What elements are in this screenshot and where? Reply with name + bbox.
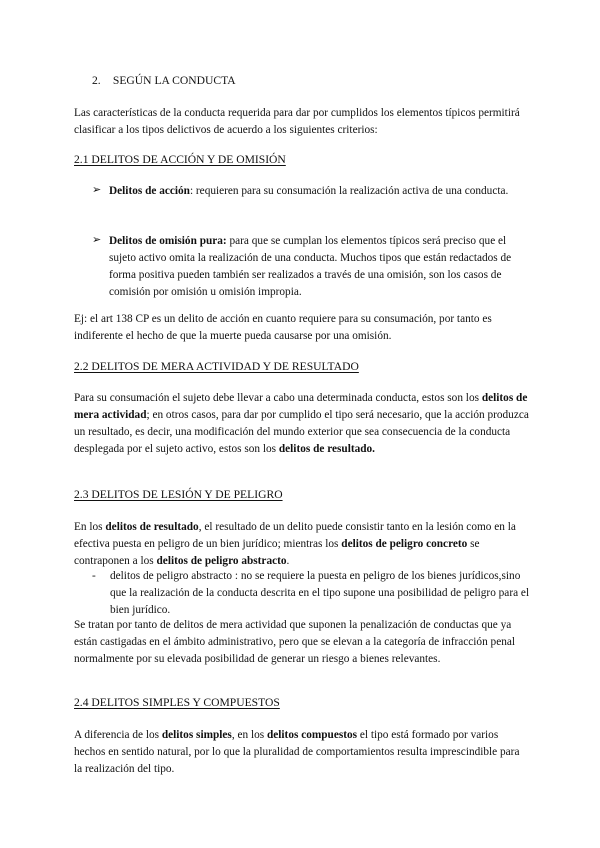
- dash-text: delitos de peligro abstracto : no se requiere la puesta en peligro de los bienes jurídicos,sino que la realización de la conducta descrita en el tipo supone una posibilidad de peligro para el bien jurídico.: [110, 570, 530, 616]
- term-delitos-simples: delitos simples: [161, 729, 232, 741]
- heading-2-2: 2.2 DELITOS DE MERA ACTIVIDAD Y DE RESULTADO: [74, 360, 359, 373]
- text-run: ; en otros casos, para dar por cumplido el tipo será necesario, que la acción produzca un resultado, es decir, una modificación del mundo exterior que sea consecuencia de la conducta desplegada por el sujeto activo, estos son los: [74, 409, 529, 455]
- paragraph-2-2-text: [74, 390, 530, 458]
- paragraph-2-2: [74, 390, 530, 458]
- text-run: .: [286, 555, 290, 567]
- section-title-text: SEGÚN LA CONDUCTA: [112, 74, 236, 87]
- term-peligro-concreto: delitos de peligro concreto: [341, 538, 468, 550]
- paragraph-2-3-after: [74, 617, 530, 668]
- paragraph-2-3-after-text: Se tratan por tanto de delitos de mera actividad que suponen la penalización de conductas que ya están castigadas en el ámbito administrativo, pero que se elevan a la categoría de infracción penal normalmente por su elevada posibilidad de generar un riesgo a bienes relevantes.: [74, 619, 516, 665]
- term-resultado: delitos de resultado: [105, 521, 199, 533]
- section-number: 2.: [92, 74, 101, 87]
- text-run: , el resultado de un delito puede consistir tanto en la lesión como en la efectiva puesta en peligro de un bien jurídico; mientras los: [74, 521, 516, 550]
- paragraph-2-4-text: [74, 727, 530, 778]
- text-run: A diferencia de los: [74, 729, 162, 741]
- heading-2-1: 2.1 DELITOS DE ACCIÓN Y DE OMISIÓN: [74, 153, 286, 166]
- bullet-text: [109, 233, 530, 301]
- term-peligro-abstracto: delitos de peligro abstracto: [156, 555, 287, 567]
- heading-2-4: 2.4 DELITOS SIMPLES Y COMPUESTOS: [74, 696, 280, 709]
- term-delitos-omision: Delitos de omisión pura:: [109, 235, 227, 247]
- dash-marker: -: [92, 570, 96, 582]
- example-text: Ej: el art 138 CP es un delito de acción en cuanto requiere para su consumación, por tanto es indiferente el hecho de que la muerte pueda causarse por una omisión.: [74, 313, 492, 342]
- bullet-desc: : requieren para su consumación la realización activa de una conducta.: [189, 185, 509, 197]
- term-resultado: delitos de resultado.: [278, 443, 376, 455]
- arrow-bullet-icon: ➢: [92, 234, 102, 246]
- bullet-delitos-accion: [92, 183, 530, 200]
- paragraph-2-4: [74, 727, 530, 778]
- text-run: Para su consumación el sujeto debe llevar a cabo una determinada conducta, estos son los: [74, 392, 482, 404]
- term-mera-actividad: delitos de mera actividad: [74, 392, 528, 421]
- text-run: En los: [74, 521, 106, 533]
- section-title: [92, 74, 236, 87]
- paragraph-2-3: [74, 519, 530, 570]
- bullet-delitos-omision: [92, 233, 530, 301]
- heading-2-3: 2.3 DELITOS DE LESIÓN Y DE PELIGRO: [74, 488, 283, 501]
- term-delitos-accion: Delitos de acción: [109, 185, 190, 197]
- intro-paragraph: [74, 105, 530, 139]
- dash-item-peligro-abstracto: [92, 568, 530, 619]
- example-paragraph: [74, 311, 530, 345]
- paragraph-2-3-text: [74, 519, 530, 570]
- term-delitos-compuestos: delitos compuestos: [266, 729, 358, 741]
- text-run: , en los: [231, 729, 267, 741]
- bullet-text: [109, 183, 530, 200]
- bullet-desc: para que se cumplan los elementos típicos será preciso que el sujeto activo omita la realización de una conducta. Muchos tipos que están redactados de forma positiva pueden también ser realizados a través de una omisión, son los casos de comisión por omisión u omisión impropia.: [109, 235, 512, 298]
- text-run: se contraponen a los: [74, 538, 480, 567]
- arrow-bullet-icon: ➢: [92, 184, 102, 196]
- text-run: el tipo está formado por varios hechos en sentido natural, por lo que la pluralidad de comportamientos resulta imprescindible para la realización del tipo.: [74, 729, 520, 775]
- intro-text: Las características de la conducta requerida para dar por cumplidos los elementos típicos permitirá clasificar a los tipos delictivos de acuerdo a los siguientes criterios:: [74, 107, 520, 136]
